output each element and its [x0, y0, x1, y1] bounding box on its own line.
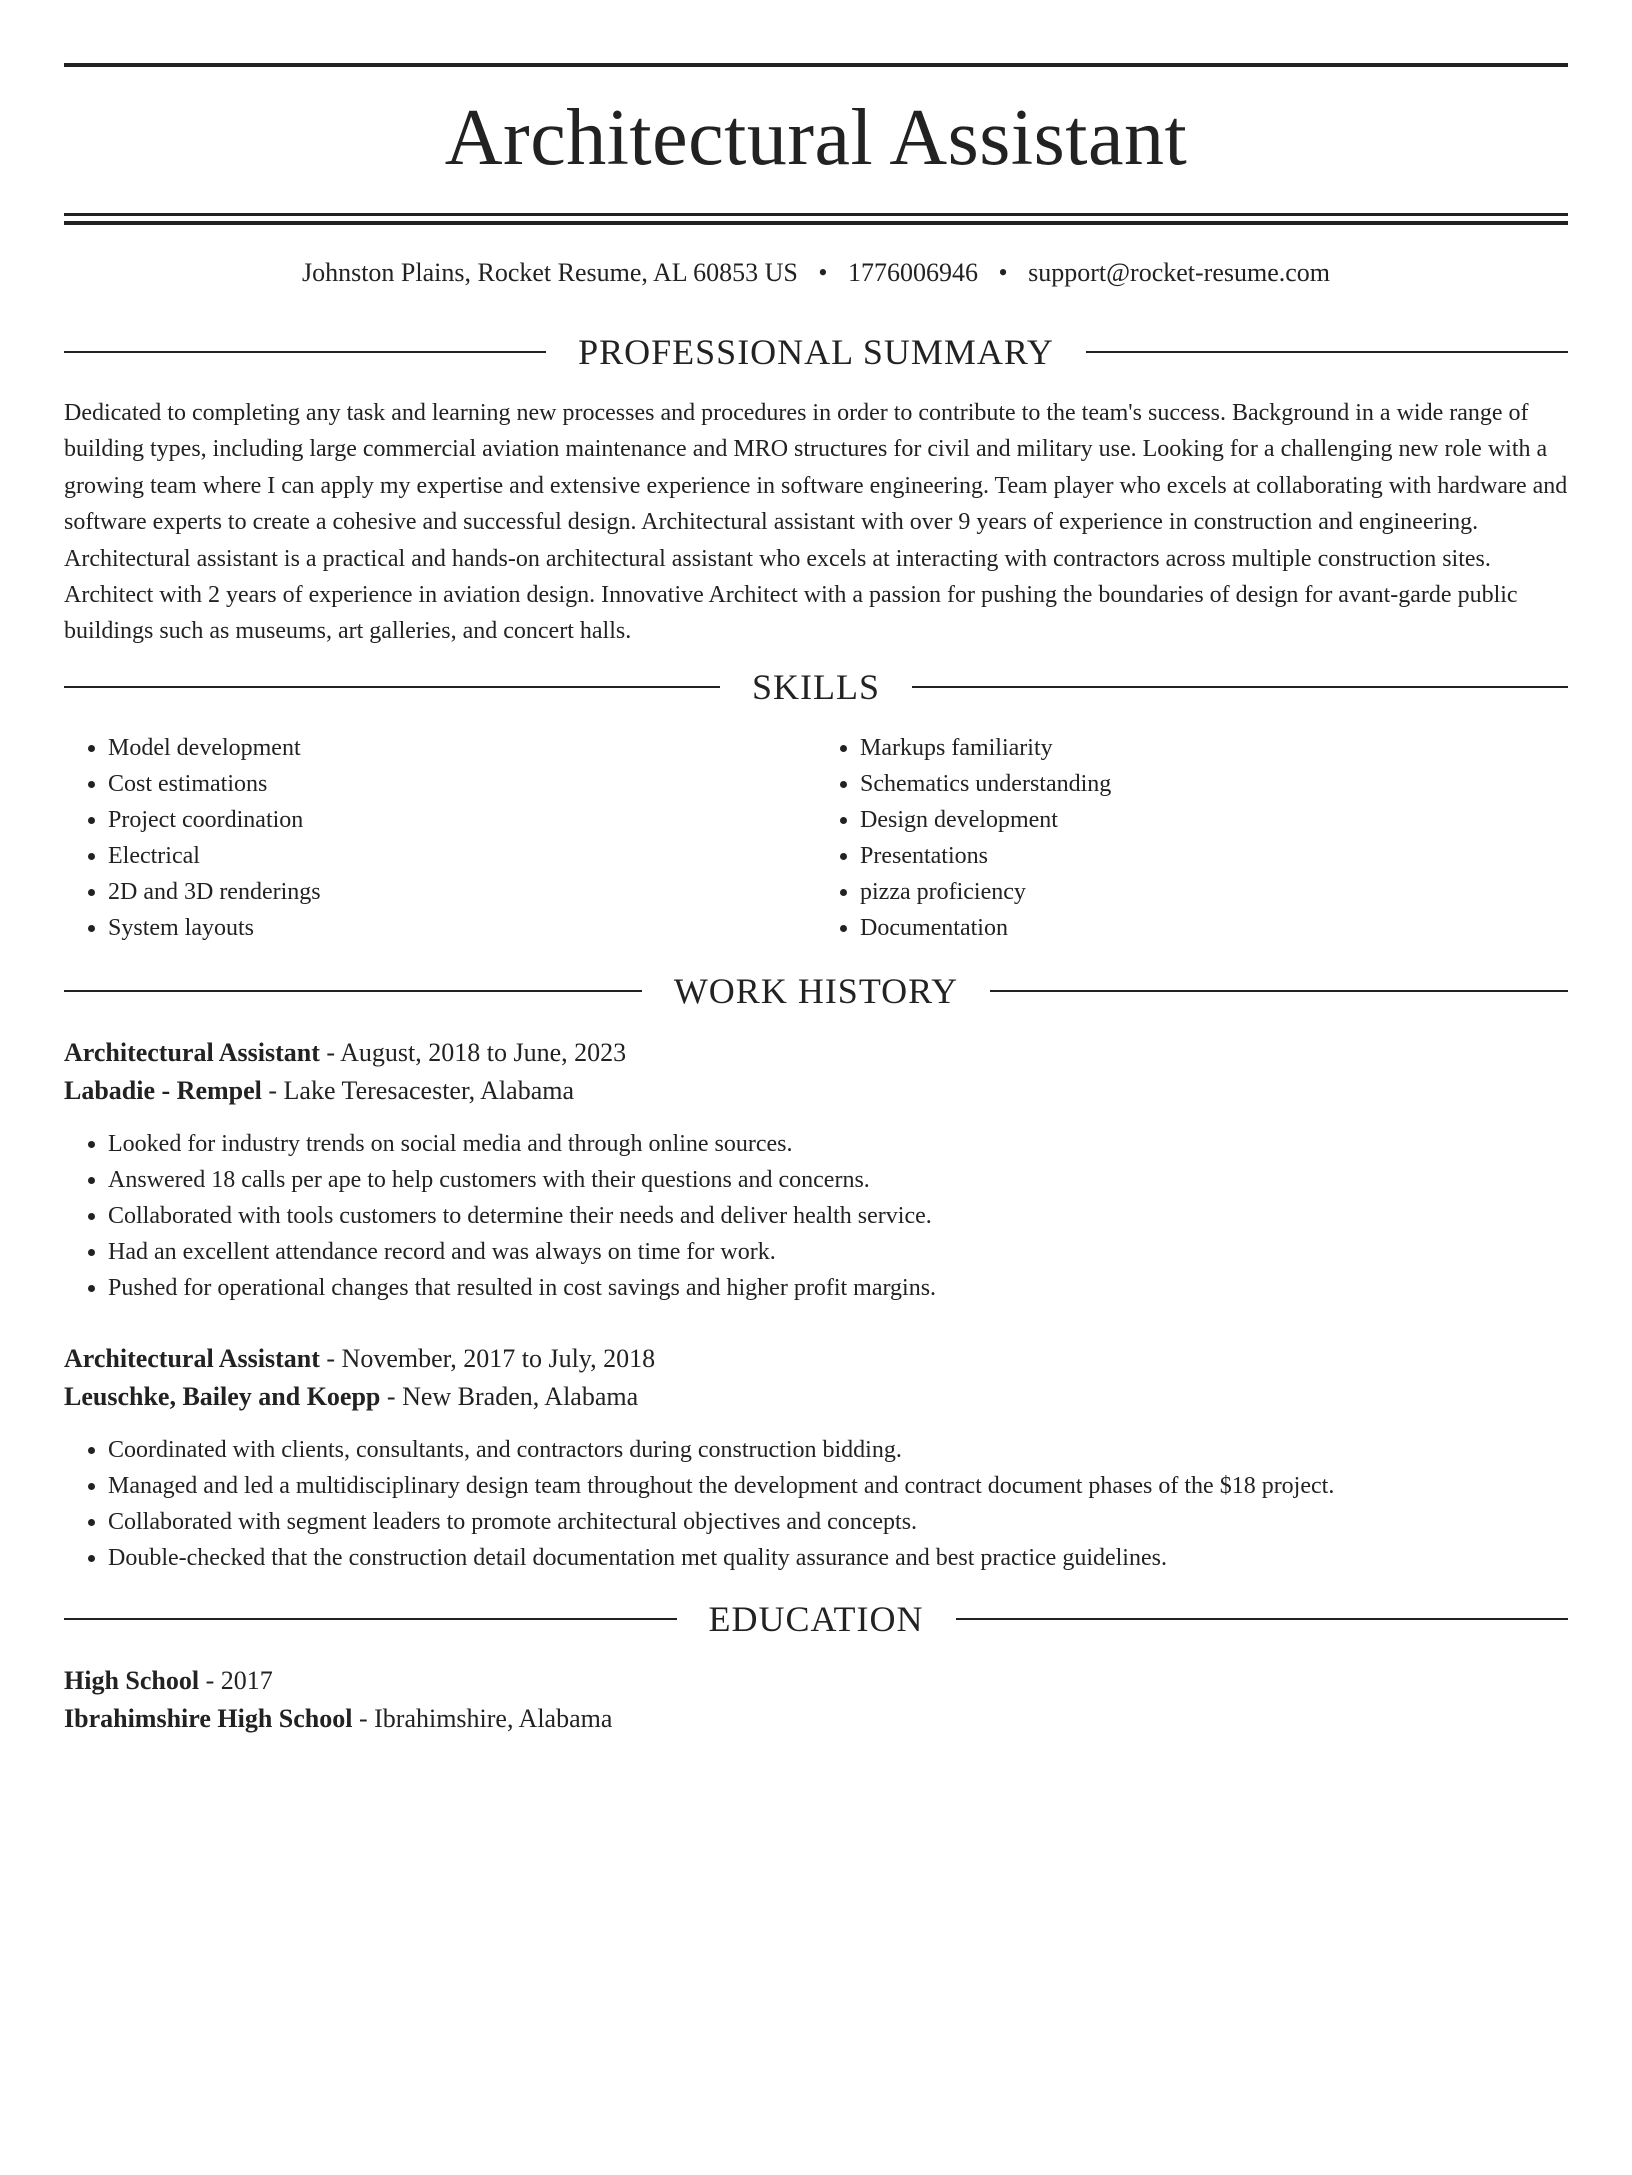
top-rule	[64, 63, 1568, 67]
skill-item: • Markups familiarity	[860, 730, 1568, 766]
heading-rule-right	[1086, 351, 1568, 353]
skills-heading-label: SKILLS	[752, 666, 881, 707]
skill-item: • Design development	[860, 802, 1568, 838]
job-company-line	[64, 1378, 1568, 1416]
job-entry	[64, 1034, 1568, 1306]
page-title: Architectural Assistant	[444, 94, 1188, 182]
skills-heading	[64, 666, 1568, 708]
summary-heading	[64, 331, 1568, 373]
skill-item: • Electrical	[108, 838, 816, 874]
job-bullet: • Double-checked that the construction detail documentation met quality assurance and best practice guidelines.	[108, 1540, 1568, 1576]
heading-rule-left	[64, 686, 720, 688]
job-bullet: • Collaborated with tools customers to determine their needs and deliver health service.	[108, 1198, 1568, 1234]
job-bullets	[64, 1432, 1568, 1576]
job-company: Labadie - Rempel	[64, 1075, 262, 1105]
job-title: Architectural Assistant	[64, 1343, 320, 1373]
heading-rule-right	[912, 686, 1568, 688]
skill-item: • Cost estimations	[108, 766, 816, 802]
summary-heading-label: PROFESSIONAL SUMMARY	[578, 332, 1054, 372]
skill-item: • Project coordination	[108, 802, 816, 838]
contact-separator: •	[998, 258, 1008, 287]
job-dates: - August, 2018 to June, 2023	[319, 1037, 627, 1067]
work-heading	[64, 970, 1568, 1012]
job-title-line	[64, 1340, 1568, 1378]
title-double-rule	[64, 213, 1568, 225]
job-title: Architectural Assistant	[64, 1037, 320, 1067]
skill-item: • pizza proficiency	[860, 874, 1568, 910]
summary-text: Dedicated to completing any task and learning new processes and procedures in order to contribute to the team's success. Background in a wide range of building types, including large commercial aviation maintenance and MRO structures for civil and military use. Looking for a challenging new role with a growing team where I can apply my expertise and extensive experience in software engineering. Team player who excels at collaborating with hardware and software experts to create a cohesive and successful design. Architectural assistant with over 9 years of experience in construction and engineering. Architectural assistant is a practical and hands-on architectural assistant who excels at interacting with contractors across multiple construction sites. Architect with 2 years of experience in aviation design. Innovative Architect with a passion for pushing the boundaries of design for avant-garde public buildings such as museums, art galleries, and concert halls.	[64, 400, 1568, 645]
skills-column-left	[64, 730, 816, 946]
job-bullets	[64, 1126, 1568, 1306]
education-degree: High School	[64, 1665, 200, 1695]
resume-page	[0, 63, 1632, 2175]
heading-rule-right	[990, 990, 1568, 992]
job-bullet: • Answered 18 calls per ape to help customers with their questions and concerns.	[108, 1162, 1568, 1198]
heading-rule-right	[956, 1618, 1569, 1620]
education-school: Ibrahimshire High School	[64, 1703, 353, 1733]
contact-separator: •	[818, 258, 828, 287]
contact-phone: 1776006946	[848, 258, 978, 287]
education-location: - Ibrahimshire, Alabama	[352, 1703, 613, 1733]
job-company: Leuschke, Bailey and Koepp	[64, 1381, 381, 1411]
job-title-line	[64, 1034, 1568, 1072]
education-degree-line	[64, 1662, 1568, 1700]
education-school-line	[64, 1700, 1568, 1738]
education-heading-label: EDUCATION	[708, 1598, 924, 1639]
contact-email: support@rocket-resume.com	[1028, 258, 1331, 287]
skill-item: • Presentations	[860, 838, 1568, 874]
skills-list	[64, 730, 1568, 946]
skill-item: • Model development	[108, 730, 816, 766]
heading-rule-left	[64, 1618, 677, 1620]
job-entry	[64, 1340, 1568, 1576]
skills-column-right	[816, 730, 1568, 946]
skill-item: • System layouts	[108, 910, 816, 946]
job-location: - Lake Teresacester, Alabama	[261, 1075, 574, 1105]
job-location: - New Braden, Alabama	[380, 1381, 639, 1411]
heading-rule-left	[64, 990, 642, 992]
education-heading	[64, 1598, 1568, 1640]
job-company-line	[64, 1072, 1568, 1110]
skill-item: • Schematics understanding	[860, 766, 1568, 802]
skill-item: • 2D and 3D renderings	[108, 874, 816, 910]
contact-address: Johnston Plains, Rocket Resume, AL 60853 US	[301, 258, 798, 287]
job-bullet: • Collaborated with segment leaders to promote architectural objectives and concepts.	[108, 1504, 1568, 1540]
education-year: - 2017	[199, 1665, 273, 1695]
job-bullet: • Looked for industry trends on social media and through online sources.	[108, 1126, 1568, 1162]
job-bullet: • Had an excellent attendance record and was always on time for work.	[108, 1234, 1568, 1270]
job-bullet: • Coordinated with clients, consultants, and contractors during construction bidding.	[108, 1432, 1568, 1468]
skill-item: • Documentation	[860, 910, 1568, 946]
work-heading-label: WORK HISTORY	[673, 970, 959, 1011]
job-bullet: • Pushed for operational changes that resulted in cost savings and higher profit margins.	[108, 1270, 1568, 1306]
contact-line	[64, 255, 1568, 291]
job-bullet: • Managed and led a multidisciplinary design team throughout the development and contract document phases of the $18 project.	[108, 1468, 1568, 1504]
job-dates: - November, 2017 to July, 2018	[319, 1343, 656, 1373]
heading-rule-left	[64, 351, 546, 353]
education-entry	[64, 1662, 1568, 1738]
